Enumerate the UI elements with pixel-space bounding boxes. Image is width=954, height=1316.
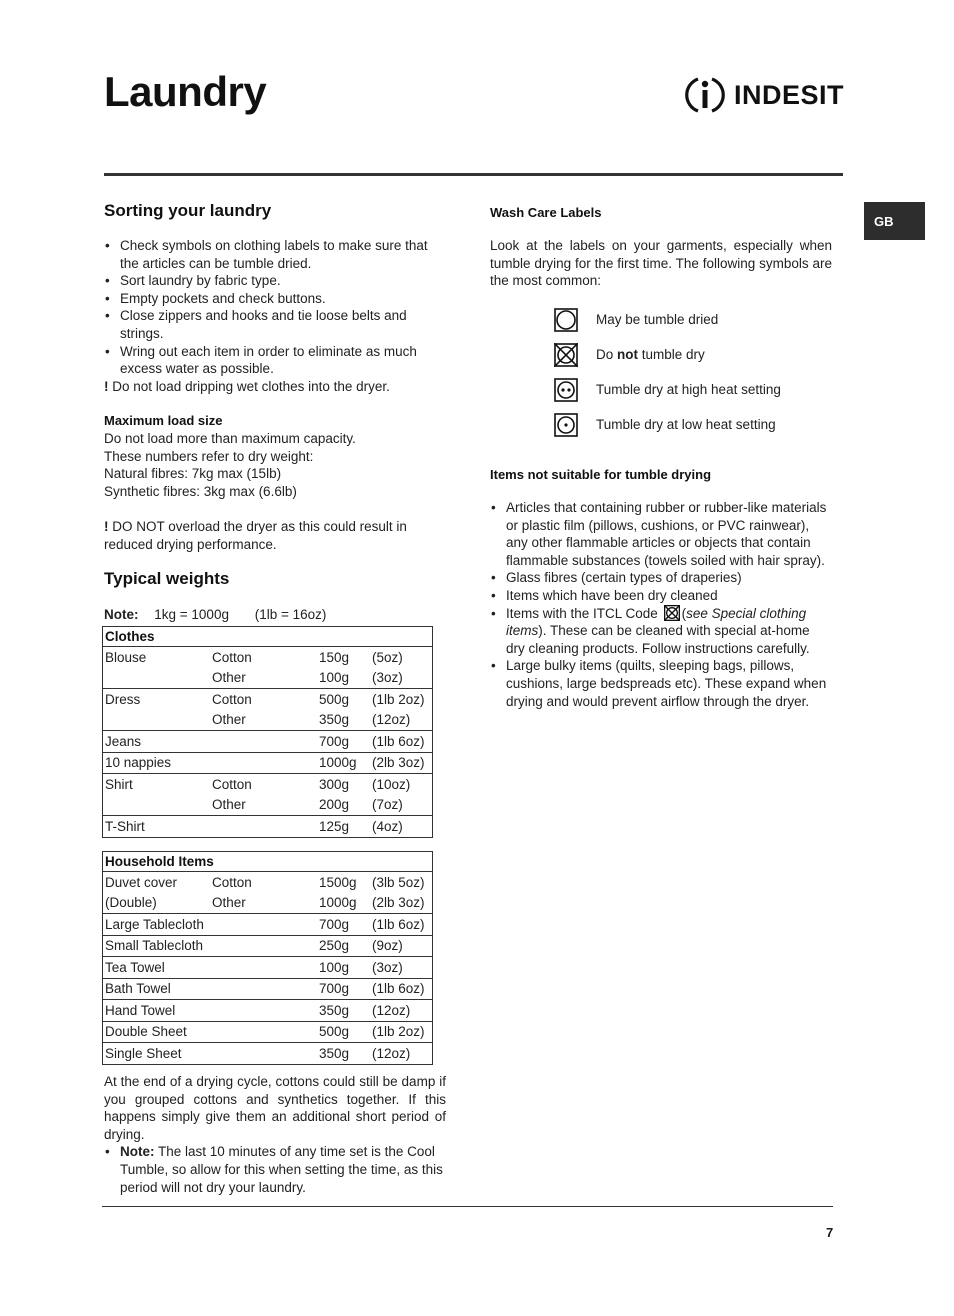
item-cell: Bath Towel <box>103 978 211 1000</box>
indesit-logo-icon <box>684 74 726 116</box>
imperial-cell: (1lb 6oz) <box>370 731 433 753</box>
imperial-cell: (3oz) <box>370 668 433 689</box>
care-symbols-list <box>554 302 781 442</box>
warning-mark: ! <box>104 378 109 394</box>
table-header: Household Items <box>103 852 433 872</box>
imperial-cell: (1lb 6oz) <box>370 914 433 936</box>
grams-cell: 500g <box>317 1021 370 1043</box>
list-item: • Check symbols on clothing labels to make sure that the articles can be tumble dried. <box>104 237 446 272</box>
imperial-cell: (3lb 5oz) <box>372 874 425 890</box>
fabric-cell <box>210 935 317 957</box>
clothes-weights-table <box>102 626 433 838</box>
max-load-heading: Maximum load size <box>104 413 223 428</box>
table-row <box>103 893 433 914</box>
item-cell: Large Tablecloth <box>103 914 211 936</box>
imperial-cell: (2lb 3oz) <box>370 752 433 774</box>
item-cell: T-Shirt <box>103 816 211 838</box>
household-weights-table <box>102 851 433 1065</box>
table-row <box>103 731 433 753</box>
imperial-cell: (4oz) <box>370 816 433 838</box>
end-cycle-text: At the end of a drying cycle, cottons could still be damp if you grouped cottons and synthetics together. If this happens simply give them an additional short period of drying. <box>104 1074 446 1142</box>
list-item: • Wring out each item in order to eliminate as much excess water as possible. <box>104 343 446 378</box>
table-header: Clothes <box>103 627 433 647</box>
item-cell: Single Sheet <box>103 1043 211 1065</box>
care-symbol-row <box>554 337 781 372</box>
not-suitable-heading: Items not suitable for tumble drying <box>490 467 712 482</box>
table-row <box>103 872 433 893</box>
item-cell <box>103 795 211 816</box>
list-item <box>104 1143 446 1196</box>
page-title: Laundry <box>104 68 267 115</box>
footer-divider <box>102 1206 833 1207</box>
item-cell: Tea Towel <box>103 957 211 979</box>
note-kg: 1kg = 1000g <box>154 607 229 622</box>
table-row <box>103 774 433 795</box>
tumble-dry-low-heat-icon <box>554 413 578 437</box>
table-row <box>103 978 433 1000</box>
note-text: The last 10 minutes of any time set is the Cool Tumble, so allow for this when setting the time, as this period will not dry your laundry. <box>120 1144 443 1195</box>
max-load-line: Do not load more than maximum capacity. <box>104 431 356 446</box>
note-label: Note: <box>120 1144 155 1160</box>
care-symbol-label: Tumble dry at high heat setting <box>596 381 781 397</box>
max-load-line: Synthetic fibres: 3kg max (6.6lb) <box>104 483 297 499</box>
care-symbol-row <box>554 302 781 337</box>
imperial-cell: (12oz) <box>370 1000 433 1022</box>
header-divider <box>104 173 843 176</box>
imperial-cell: (2lb 3oz) <box>370 893 433 914</box>
max-load-warning <box>104 518 434 553</box>
sorting-section <box>104 237 446 395</box>
imperial-cell: (10oz) <box>372 776 411 792</box>
grams-cell: 1000g <box>317 752 370 774</box>
grams-cell: 350g <box>317 710 370 731</box>
fabric-cell <box>210 914 317 936</box>
weights-note <box>104 606 326 624</box>
list-item: • Glass fibres (certain types of draperies) <box>490 569 832 587</box>
grams-cell: 1500g <box>319 874 357 890</box>
wash-care-intro: Look at the labels on your garments, especially when tumble drying for the first time. The following symbols are the most common: <box>490 238 832 289</box>
fabric-cell: Other <box>210 893 317 914</box>
wash-care-heading: Wash Care Labels <box>490 205 602 220</box>
imperial-cell: (1lb 6oz) <box>370 978 433 1000</box>
care-symbol-label: May be tumble dried <box>596 311 719 327</box>
warning-text: DO NOT overload the dryer as this could result in reduced drying performance. <box>104 518 407 552</box>
fabric-cell <box>210 1043 317 1065</box>
table-row <box>103 752 433 774</box>
do-not-tumble-dry-icon <box>554 343 578 367</box>
item-cell: Duvet cover <box>105 874 178 890</box>
item-cell: Double Sheet <box>103 1021 211 1043</box>
list-item: • Large bulky items (quilts, sleeping bags, pillows, cushions, large bedspreads etc). These expand when drying and would prevent airflow through the dryer. <box>490 657 832 710</box>
typical-weights-heading: Typical weights <box>104 569 230 588</box>
note-lb: (1lb = 16oz) <box>254 607 327 622</box>
brand-logo <box>684 74 844 116</box>
item-cell: 10 nappies <box>103 752 211 774</box>
list-item: • Sort laundry by fabric type. <box>104 272 446 290</box>
fabric-cell <box>210 957 317 979</box>
item-cell: Dress <box>105 691 141 707</box>
list-item: • Empty pockets and check buttons. <box>104 290 446 308</box>
warning-mark: ! <box>104 518 109 534</box>
grams-cell: 350g <box>317 1043 370 1065</box>
list-item: • Close zippers and hooks and tie loose belts and strings. <box>104 307 446 342</box>
imperial-cell: (7oz) <box>370 795 433 816</box>
item-cell: Blouse <box>105 649 147 665</box>
tumble-dry-allowed-icon <box>554 308 578 332</box>
imperial-cell: (12oz) <box>370 1043 433 1065</box>
language-tab: GB <box>864 202 925 240</box>
fabric-cell: Other <box>210 710 317 731</box>
note-label: Note: <box>104 607 139 622</box>
table-row <box>103 935 433 957</box>
list-item: • Items with the ITCL Code (see Special clothing items). These can be cleaned with special at-home dry cleaning products. Follow instructions carefully. <box>490 605 832 658</box>
grams-cell: 700g <box>317 731 370 753</box>
itcl-code-icon <box>664 605 680 621</box>
end-cycle-section <box>104 1073 446 1196</box>
fabric-cell: Other <box>210 668 317 689</box>
fabric-cell <box>210 1021 317 1043</box>
not-suitable-section <box>490 499 832 710</box>
grams-cell: 350g <box>317 1000 370 1022</box>
table-row <box>103 1000 433 1022</box>
item-cell <box>103 668 211 689</box>
tumble-dry-high-heat-icon <box>554 378 578 402</box>
care-symbol-label: Do not tumble dry <box>596 346 705 362</box>
item-cell: Small Tablecloth <box>103 935 211 957</box>
table-row <box>103 816 433 838</box>
table-row <box>103 668 433 689</box>
grams-cell: 100g <box>317 957 370 979</box>
imperial-cell: (3oz) <box>370 957 433 979</box>
fabric-cell: Cotton <box>212 649 252 665</box>
fabric-cell <box>210 816 317 838</box>
max-load-line: These numbers refer to dry weight: <box>104 448 314 464</box>
item-cell: Shirt <box>105 776 133 792</box>
table-row <box>103 957 433 979</box>
imperial-cell: (9oz) <box>370 935 433 957</box>
grams-cell: 250g <box>317 935 370 957</box>
end-cycle-note-list <box>104 1143 446 1196</box>
fabric-cell <box>210 752 317 774</box>
grams-cell: 500g <box>319 691 350 707</box>
imperial-cell: (5oz) <box>372 649 403 665</box>
table-row <box>103 710 433 731</box>
table-row <box>103 1021 433 1043</box>
fabric-cell <box>210 731 317 753</box>
item-cell <box>103 710 211 731</box>
page-number: 7 <box>826 1225 834 1240</box>
warning-text: Do not load dripping wet clothes into the dryer. <box>112 378 390 394</box>
fabric-cell: Cotton <box>212 776 252 792</box>
grams-cell: 700g <box>317 914 370 936</box>
grams-cell: 150g <box>319 649 350 665</box>
grams-cell: 1000g <box>317 893 370 914</box>
max-load-line: Natural fibres: 7kg max (15lb) <box>104 466 282 482</box>
fabric-cell <box>210 978 317 1000</box>
table-row <box>103 1043 433 1065</box>
imperial-cell: (1lb 2oz) <box>370 1021 433 1043</box>
sorting-heading: Sorting your laundry <box>104 201 272 220</box>
sorting-warning <box>104 378 446 396</box>
table-row <box>103 914 433 936</box>
grams-cell: 200g <box>317 795 370 816</box>
list-item: • Items which have been dry cleaned <box>490 587 832 605</box>
care-symbol-label: Tumble dry at low heat setting <box>596 416 776 432</box>
item-cell: Jeans <box>103 731 211 753</box>
fabric-cell: Other <box>210 795 317 816</box>
care-symbol-row <box>554 372 781 407</box>
fabric-cell <box>210 1000 317 1022</box>
grams-cell: 100g <box>317 668 370 689</box>
item-cell: Hand Towel <box>103 1000 211 1022</box>
table-row <box>103 795 433 816</box>
sorting-list <box>104 237 446 378</box>
imperial-cell: (12oz) <box>370 710 433 731</box>
grams-cell: 125g <box>317 816 370 838</box>
fabric-cell: Cotton <box>212 874 252 890</box>
grams-cell: 700g <box>317 978 370 1000</box>
imperial-cell: (1lb 2oz) <box>372 691 425 707</box>
not-suitable-list <box>490 499 832 710</box>
care-symbol-row <box>554 407 781 442</box>
fabric-cell: Cotton <box>212 691 252 707</box>
brand-wordmark: INDESIT <box>734 79 845 110</box>
table-row <box>103 647 433 668</box>
list-item: • Articles that containing rubber or rubber-like materials or plastic film (pillows, cushions, or PVC rainwear), any other flammable articles or objects that contain flammable substances (towels soiled with hair spray). <box>490 499 832 569</box>
max-load-section <box>104 430 434 553</box>
table-row <box>103 689 433 710</box>
item-cell: (Double) <box>103 893 211 914</box>
grams-cell: 300g <box>319 776 350 792</box>
